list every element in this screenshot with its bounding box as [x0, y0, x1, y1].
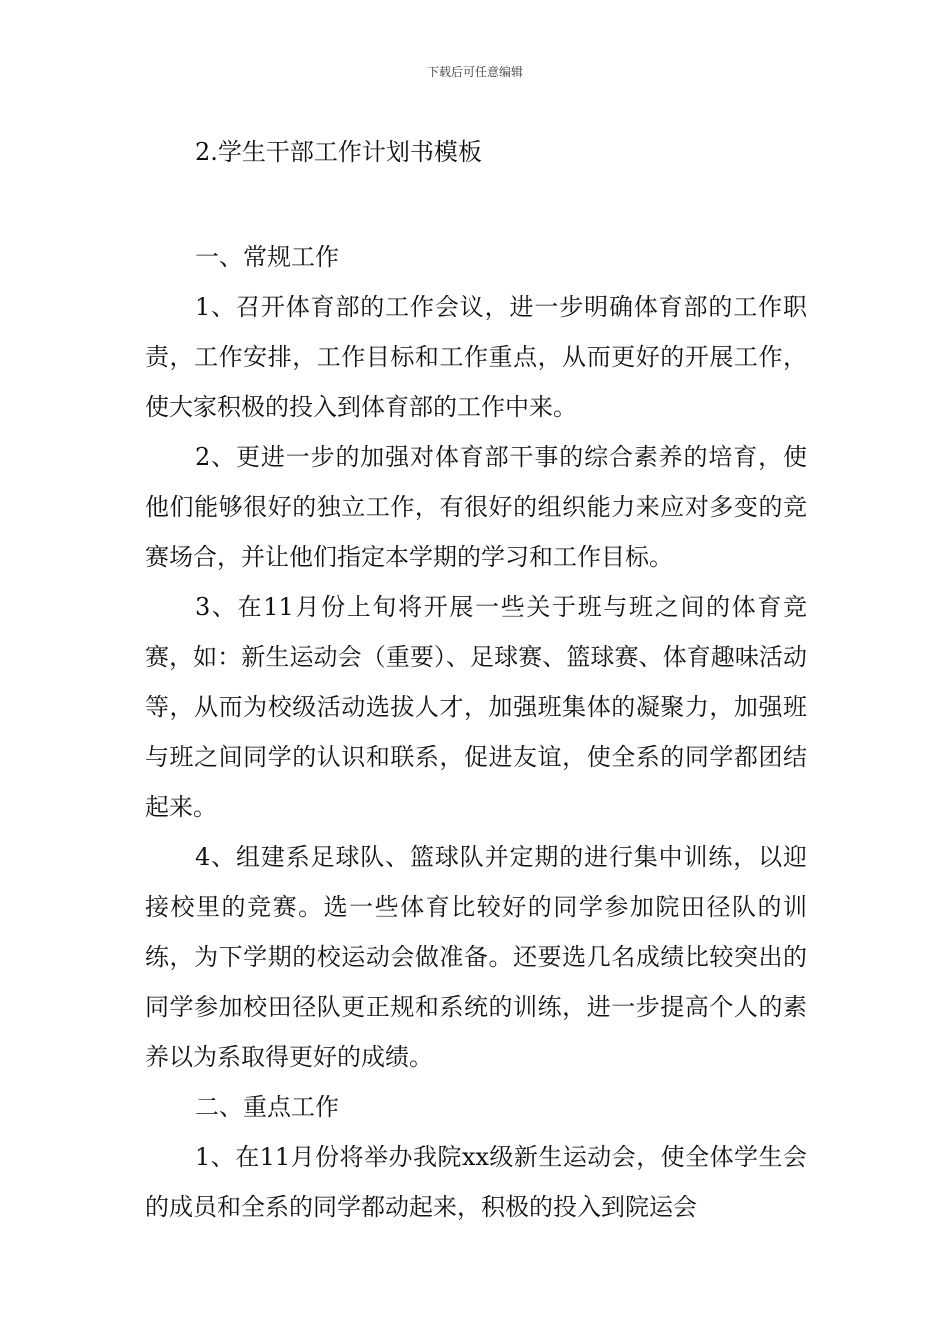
document-body	[145, 232, 807, 1232]
section-heading-key-work: 二、重点工作	[195, 1093, 339, 1121]
header-note: 下载后可任意编辑	[426, 65, 523, 79]
document-title: 2.学生干部工作计划书模板	[195, 138, 482, 166]
paragraph: 4、组建系足球队、篮球队并定期的进行集中训练，以迎接校里的竞赛。选一些体育比较好的同学参加院田径队的训练，为下学期的校运动会做准备。还要选几名成绩比较突出的同学参加校田径队更正规和系统的训练，进一步提高个人的素养以为系取得更好的成绩。	[145, 843, 807, 1071]
paragraph: 3、在11月份上旬将开展一些关于班与班之间的体育竞赛，如：新生运动会（重要）、足球赛、篮球赛、体育趣味活动等，从而为校级活动选拔人才，加强班集体的凝聚力，加强班与班之间同学的认识和联系，促进友谊，使全系的同学都团结起来。	[145, 593, 807, 821]
paragraph: 1、在11月份将举办我院xx级新生运动会，使全体学生会的成员和全系的同学都动起来，积极的投入到院运会	[145, 1143, 807, 1221]
paragraph: 1、召开体育部的工作会议，进一步明确体育部的工作职责，工作安排，工作目标和工作重点，从而更好的开展工作，使大家积极的投入到体育部的工作中来。	[145, 293, 807, 421]
paragraph: 2、更进一步的加强对体育部干事的综合素养的培育，使他们能够很好的独立工作，有很好的组织能力来应对多变的竞赛场合，并让他们指定本学期的学习和工作目标。	[145, 443, 807, 571]
section-heading-routine-work: 一、常规工作	[195, 243, 339, 271]
